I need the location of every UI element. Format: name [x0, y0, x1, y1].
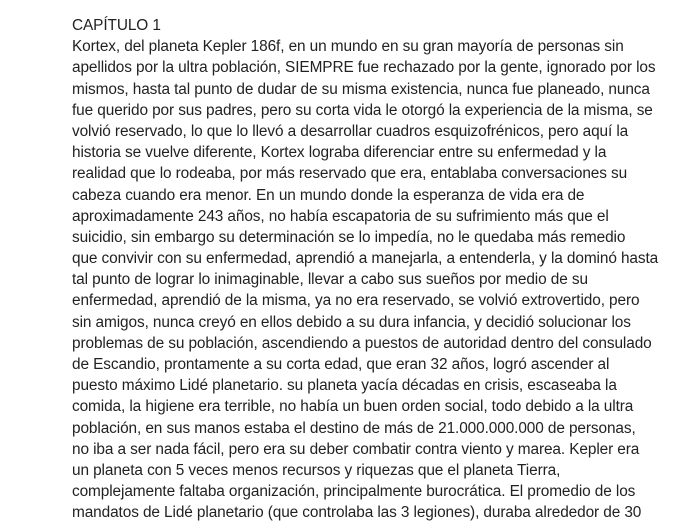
body-line: cabeza cuando era menor. En un mundo donde la esperanza de vida era de [72, 186, 585, 204]
body-line: realidad que lo rodeaba, por más reservado que era, entablaba conversaciones su [72, 165, 628, 183]
body-line: aproximadamente 243 años, no había escapatoria de su sufrimiento más que el [72, 207, 609, 225]
body-line: historia se vuelve diferente, Kortex lograba diferenciar entre su enfermedad y la [72, 144, 607, 162]
body-line: un planeta con 5 veces menos recursos y riquezas que el planeta Tierra, [72, 461, 561, 479]
body-line: Kortex, del planeta Kepler 186f, en un mundo en su gran mayoría de personas sin [72, 38, 624, 56]
body-line: complejamente faltaba organización, principalmente burocrática. El promedio de los [72, 483, 636, 501]
body-line: problemas de su población, ascendiendo a puestos de autoridad dentro del consulado [72, 334, 652, 352]
body-line: volvió reservado, lo que lo llevó a desarrollar cuadros esquizofrénicos, pero aquí la [72, 122, 629, 140]
document-body [72, 15, 682, 523]
body-line: población, en sus manos estaba el destino de más de 21.000.000.000 de personas, [72, 419, 636, 437]
body-line: tal punto de lograr lo inimaginable, llevar a cabo sus sueños por medio de su [72, 271, 588, 289]
body-line: de Escandio, prontamente a su corta edad, que eran 32 años, logró ascender al [72, 356, 610, 373]
body-line: sin amigos, nunca creyó en ellos debido a su dura infancia, y decidió solucionar los [72, 313, 631, 331]
body-line: puesto máximo Lidé planetario. su planeta yacía décadas en crisis, escaseaba la [72, 377, 617, 395]
chapter-heading: CAPÍTULO 1 [72, 17, 161, 34]
body-line: apellidos por la ultra población, SIEMPRE fue rechazado por la gente, ignorado por los [72, 59, 656, 77]
body-line: mismos, hasta tal punto de dudar de su misma existencia, nunca fue planeado, nunca [72, 80, 650, 98]
body-line: que convivir con su enfermedad, aprendió a manejarla, a entenderla, y la dominó hasta [72, 250, 659, 268]
body-line: no iba a ser nada fácil, pero era su deber combatir contra viento y marea. Kepler era [72, 440, 640, 458]
body-line: fue querido por sus padres, pero su corta vida le otorgó la experiencia de la misma, se [72, 101, 653, 119]
body-line: comida, la higiene era terrible, no había un buen orden social, todo debido a la ultra [72, 398, 634, 416]
body-line: mandatos de Lidé planetario (que controlaba las 3 legiones), duraba alrededor de 30 [72, 504, 642, 522]
body-line: enfermedad, aprendió de la misma, ya no era reservado, se volvió extrovertido, pero [72, 292, 640, 310]
body-line: suicidio, sin embargo su determinación se lo impedía, no le quedaba más remedio [72, 228, 626, 246]
